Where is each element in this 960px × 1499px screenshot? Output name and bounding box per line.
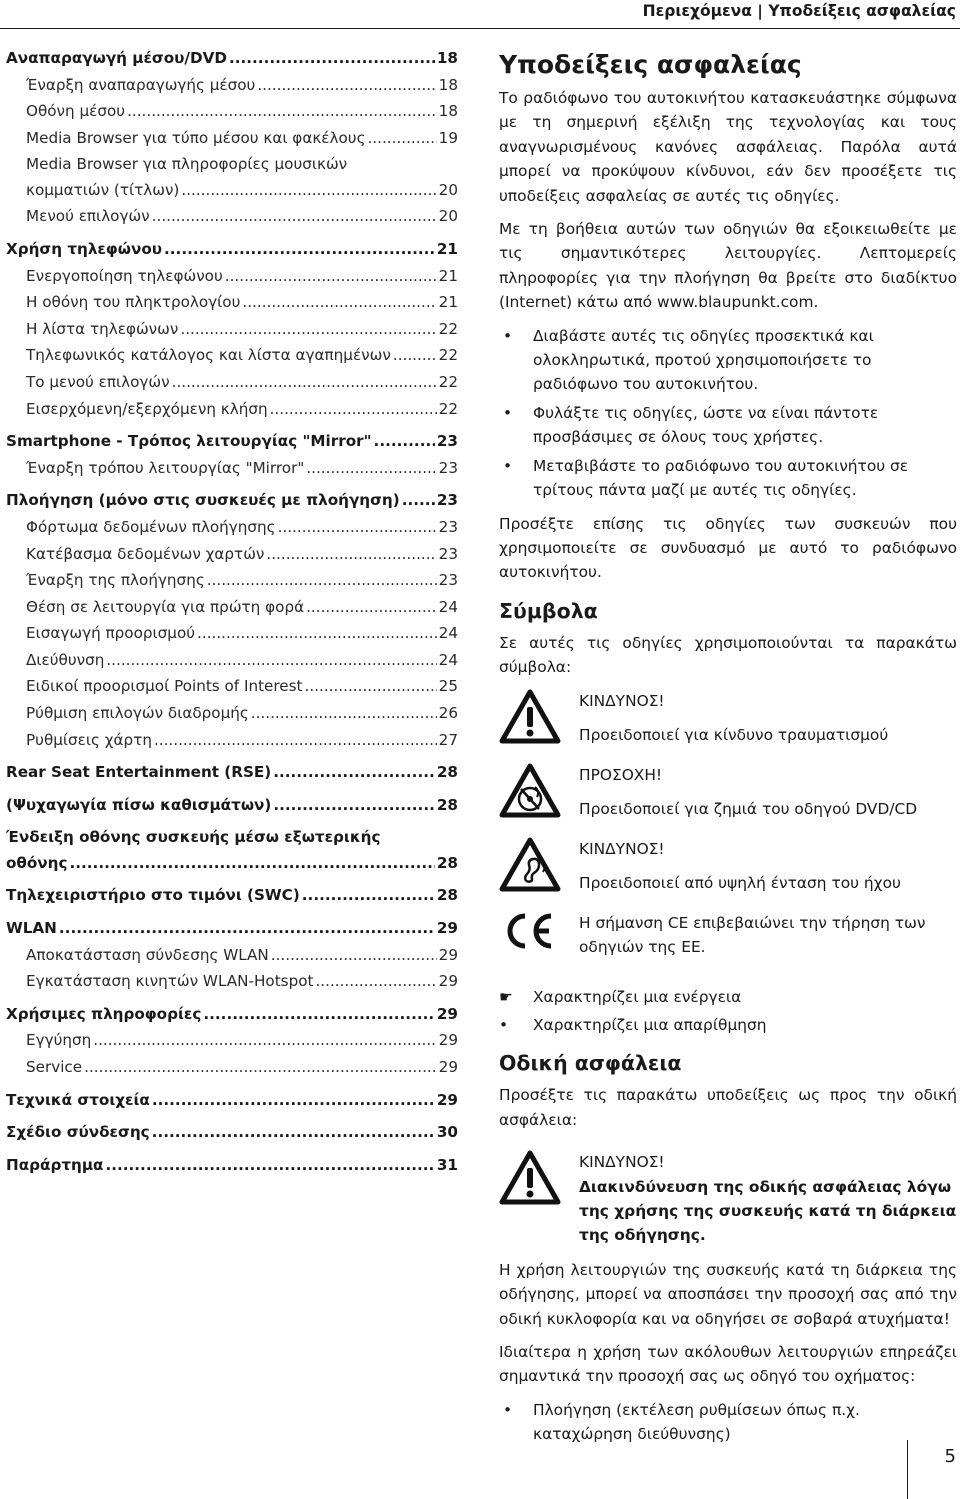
symbol-list xyxy=(499,1013,957,1037)
toc-entry[interactable] xyxy=(6,594,458,621)
toc-entry[interactable] xyxy=(6,514,458,541)
toc-entry-title: Εισαγωγή προορισμού xyxy=(26,624,196,643)
toc-page-number: 22 xyxy=(438,399,458,418)
toc-entry[interactable] xyxy=(6,968,458,995)
toc-entry[interactable] xyxy=(6,289,458,316)
toc-page-number: 19 xyxy=(438,128,458,147)
safety-paragraph-2: Με τη βοήθεια αυτών των οδηγιών θα εξοικειωθείτε με τις σημαντικότερες λειτουργίες. Λεπτομερείς πληροφορίες για την πλοήγηση θα βρείτε στο διαδίκτυο (Internet) κάτω από www.blaupunkt.com. xyxy=(499,220,957,312)
page-number: 5 xyxy=(944,1446,956,1467)
toc-entry-title: Εγκατάσταση κινητών WLAN-Hotspot xyxy=(26,972,314,991)
toc-entry-title: Οθόνη μέσου xyxy=(26,102,126,121)
toc-entry-title: Ρυθμίσεις χάρτη xyxy=(26,730,152,749)
symbol-noise-label: ΚΙΝΔΥΝΟΣ! xyxy=(579,839,665,858)
toc-entry[interactable] xyxy=(6,1027,458,1054)
toc-page-number: 18 xyxy=(438,102,458,121)
toc-entry[interactable] xyxy=(6,1119,458,1146)
safety-title: Υποδείξεις ασφαλείας xyxy=(499,50,802,79)
toc-page-number: 18 xyxy=(436,49,458,67)
toc-entry-title: Service xyxy=(26,1058,83,1076)
toc-entry-title: Τηλεφωνικός κατάλογος και λίστα αγαπημένων xyxy=(26,346,391,365)
toc-leader-dots xyxy=(270,396,437,423)
toc-page-number: 18 xyxy=(438,75,458,94)
toc-leader-dots xyxy=(278,514,437,541)
safety-paragraph-3: Προσέξτε επίσης τις οδηγίες των συσκευών που χρησιμοποιείτε σε συνδυασμό με αυτό το ραδιόφωνο αυτοκινήτου. xyxy=(499,514,957,582)
toc-page-number: 24 xyxy=(438,624,458,643)
toc-leader-dots xyxy=(93,1027,436,1054)
toc-page-number: 22 xyxy=(438,346,458,365)
toc-leader-dots xyxy=(374,428,435,455)
toc-entry[interactable] xyxy=(6,396,458,423)
symbol-caution xyxy=(499,763,957,827)
road-paragraph-2: Ιδιαίτερα η χρήση των ακόλουθων λειτουργιών επηρεάζει σημαντικά την προσοχή σας ως οδηγό του οχήματος: xyxy=(499,1343,957,1386)
road-bullet-list xyxy=(499,1398,957,1447)
symbol-ce xyxy=(499,911,957,975)
symbol-danger xyxy=(499,689,957,753)
toc-entry[interactable] xyxy=(6,915,458,942)
road-safety-intro: Προσέξτε τις παρακάτω υποδείξεις ως προς την οδική ασφάλεια: xyxy=(499,1086,957,1129)
list-item: • Φυλάξτε τις οδηγίες, ώστε να είναι πάντοτε προσβάσιμες σε όλους τους χρήστες. xyxy=(499,401,957,450)
toc-entry[interactable] xyxy=(6,1054,458,1081)
toc-page-number: 31 xyxy=(436,1155,458,1174)
pointing-hand-icon: ☛ xyxy=(499,987,513,1006)
toc-entry[interactable] xyxy=(6,620,458,647)
toc-entry-title: Κατέβασμα δεδομένων χαρτών xyxy=(26,544,265,563)
toc-page-number: 20 xyxy=(438,181,458,200)
toc-page-number: 30 xyxy=(436,1123,458,1142)
toc-leader-dots xyxy=(302,882,435,909)
toc-page-number: 21 xyxy=(436,239,458,258)
toc-entry-title: Ρύθμιση επιλογών διαδρομής xyxy=(26,704,249,723)
page-header: Περιεχόμενα | Υποδείξεις ασφαλείας xyxy=(642,2,956,20)
toc-page-number: 23 xyxy=(438,517,458,536)
toc-entry-title: Αναπαραγωγή μέσου/DVD xyxy=(6,49,227,67)
toc-leader-dots xyxy=(273,759,435,786)
toc-entry[interactable] xyxy=(6,98,458,125)
symbol-action xyxy=(499,985,957,1009)
symbol-noise-desc: Προειδοποιεί από υψηλή ένταση του ήχου xyxy=(579,873,901,892)
road-warning-label: ΚΙΝΔΥΝΟΣ! xyxy=(579,1153,665,1172)
toc-page-number: 29 xyxy=(438,1031,458,1050)
toc-entry[interactable] xyxy=(6,1001,458,1028)
toc-page-number: 29 xyxy=(438,972,458,991)
symbols-intro: Σε αυτές τις οδηγίες χρησιμοποιούνται τα παρακάτω σύμβολα: xyxy=(499,633,957,677)
ear-warning-icon xyxy=(499,837,579,901)
toc-page-number: 23 xyxy=(436,432,458,451)
toc-entry[interactable] xyxy=(6,316,458,343)
toc-leader-dots xyxy=(69,850,434,876)
toc-entry-title: Ειδικοί προορισμοί Points of Interest xyxy=(26,677,303,696)
toc-entry[interactable] xyxy=(6,700,458,727)
toc-page-number: 29 xyxy=(438,1058,458,1076)
ce-mark-icon xyxy=(499,911,579,975)
toc-leader-dots xyxy=(315,968,436,995)
road-warning-text: Διακινδύνευση της οδικής ασφάλειας λόγω της χρήσης της συσκευής κατά τη διάρκεια της οδήγησης. xyxy=(579,1177,957,1245)
toc-entry[interactable] xyxy=(6,151,458,203)
toc-entry-title: Τεχνικά στοιχεία xyxy=(6,1090,150,1109)
toc-entry-title: Έναρξη αναπαραγωγής μέσου xyxy=(26,75,256,94)
toc-entry-title: Χρήσιμες πληροφορίες xyxy=(6,1004,202,1023)
toc-entry[interactable] xyxy=(6,792,458,819)
toc-entry-title: Έναρξη της πλοήγησης xyxy=(26,571,205,590)
toc-entry[interactable] xyxy=(6,203,458,230)
toc-page-number: 23 xyxy=(436,491,458,510)
toc-page-number: 28 xyxy=(436,854,458,873)
toc-page-number: 27 xyxy=(438,730,458,749)
toc-page-number: 28 xyxy=(436,763,458,782)
toc-page-number: 28 xyxy=(436,795,458,814)
toc-entry[interactable] xyxy=(6,236,458,263)
toc-entry[interactable] xyxy=(6,1152,458,1179)
toc-leader-dots xyxy=(229,45,435,72)
toc-page-number: 24 xyxy=(438,597,458,616)
toc-entry[interactable] xyxy=(6,72,458,99)
toc-entry-title: Rear Seat Entertainment (RSE) xyxy=(6,763,272,782)
toc-entry-title: Η οθόνη του πληκτρολογίου xyxy=(26,293,241,312)
toc-entry[interactable] xyxy=(6,428,458,455)
toc-leader-dots xyxy=(273,792,435,819)
toc-entry-title: Χρήση τηλεφώνου xyxy=(6,239,163,258)
toc-leader-dots xyxy=(152,1087,435,1114)
toc-page-number: 23 xyxy=(438,458,458,477)
toc-entry[interactable] xyxy=(6,882,458,909)
toc-entry[interactable] xyxy=(6,567,458,594)
toc-leader-dots xyxy=(305,673,437,700)
toc-entry-title-continued: κομματιών (τίτλων) xyxy=(26,181,180,200)
bullet-icon: • xyxy=(499,1015,509,1034)
toc-page-number: 29 xyxy=(436,1090,458,1109)
toc-leader-dots xyxy=(59,915,435,942)
toc-leader-dots xyxy=(225,263,437,290)
toc-entry-title: Εισερχόμενη/εξερχόμενη κλήση xyxy=(26,399,268,418)
toc-page-number: 29 xyxy=(436,919,458,938)
toc-leader-dots xyxy=(172,369,437,396)
toc-page-number: 22 xyxy=(438,319,458,338)
toc-leader-dots xyxy=(266,541,436,568)
table-of-contents xyxy=(6,45,458,1178)
toc-leader-dots xyxy=(105,1152,434,1179)
toc-page-number: 26 xyxy=(438,704,458,723)
toc-leader-dots xyxy=(106,647,436,674)
road-safety-title: Οδική ασφάλεια xyxy=(499,1051,682,1076)
toc-entry-title: Ενεργοποίηση τηλεφώνου xyxy=(26,266,223,285)
toc-entry-title: Τηλεχειριστήριο στο τιμόνι (SWC) xyxy=(6,886,300,905)
toc-entry[interactable] xyxy=(6,647,458,674)
toc-entry-title: Φόρτωμα δεδομένων πλοήγησης xyxy=(26,517,276,536)
page-number-rule xyxy=(907,1440,908,1499)
toc-leader-dots xyxy=(251,700,437,727)
toc-leader-dots xyxy=(152,1119,435,1146)
toc-entry-title: Το μενού επιλογών xyxy=(26,372,170,391)
road-warning xyxy=(499,1150,957,1248)
toc-leader-dots xyxy=(164,236,435,263)
warning-triangle-icon xyxy=(499,1150,579,1248)
road-paragraph-1: Η χρήση λειτουργιών της συσκευής κατά τη διάρκεια της οδήγησης, μπορεί να αποσπάσει την προσοχή σας από την οδική κυκλοφορία και να οδηγήσει σε σοβαρά ατυχήματα! xyxy=(499,1260,957,1328)
toc-page-number: 28 xyxy=(436,886,458,905)
toc-leader-dots xyxy=(180,316,436,343)
toc-entry[interactable] xyxy=(6,727,458,754)
toc-leader-dots xyxy=(152,203,437,230)
toc-page-number: 25 xyxy=(438,677,458,696)
toc-leader-dots xyxy=(181,177,436,203)
toc-page-number: 20 xyxy=(438,207,458,226)
toc-leader-dots xyxy=(271,942,437,969)
toc-entry-title: Αποκατάσταση σύνδεσης WLAN xyxy=(26,945,269,964)
toc-page-number: 21 xyxy=(438,266,458,285)
symbol-noise xyxy=(499,837,957,901)
symbol-ce-desc: Η σήμανση CE επιβεβαιώνει την τήρηση των οδηγιών της ΕΕ. xyxy=(579,913,926,956)
toc-page-number: 23 xyxy=(438,544,458,563)
header-rule xyxy=(0,28,960,29)
toc-entry-title: Σχέδιο σύνδεσης xyxy=(6,1123,150,1142)
symbol-danger-label: ΚΙΝΔΥΝΟΣ! xyxy=(579,691,665,710)
symbol-action-desc: Χαρακτηρίζει μια ενέργεια xyxy=(533,987,742,1006)
toc-entry-title: WLAN xyxy=(6,919,57,938)
toc-page-number: 21 xyxy=(438,293,458,312)
symbols-title: Σύμβολα xyxy=(499,598,598,623)
toc-leader-dots xyxy=(84,1054,437,1081)
toc-entry-title: Παράρτημα xyxy=(6,1155,104,1174)
toc-entry[interactable] xyxy=(6,125,458,152)
toc-entry[interactable] xyxy=(6,263,458,290)
toc-entry[interactable] xyxy=(6,45,458,72)
toc-page-number: 22 xyxy=(438,372,458,391)
toc-entry-title: Διεύθυνση xyxy=(26,650,105,669)
toc-entry-title: (Ψυχαγωγία πίσω καθισμάτων) xyxy=(6,795,272,814)
toc-entry-title-continued: οθόνης xyxy=(6,854,68,873)
toc-leader-dots xyxy=(306,455,436,482)
symbol-caution-label: ΠΡΟΣΟΧΗ! xyxy=(579,765,663,784)
toc-entry-title: Smartphone - Τρόπος λειτουργίας "Mirror" xyxy=(6,432,372,451)
safety-paragraph-1: Το ραδιόφωνο του αυτοκινήτου κατασκευάστηκε σύμφωνα με τη σημερινή εξέλιξη της τεχνολογίας και τους αναγνωρισμένους κανόνες ασφάλειας. Παρόλα αυτά μπορεί να προκύψουν κίνδυνοι, εάν δεν προσέξετε τις υποδείξεις ασφαλείας σε αυτές τις οδηγίες. xyxy=(499,89,957,205)
toc-entry-title: Ένδειξη οθόνης συσκευής μέσω εξωτερικής xyxy=(6,828,381,847)
toc-leader-dots xyxy=(242,289,436,316)
toc-leader-dots xyxy=(367,125,436,152)
warning-triangle-icon xyxy=(499,689,579,753)
toc-entry-title: Η λίστα τηλεφώνων xyxy=(26,319,179,338)
toc-page-number: 24 xyxy=(438,650,458,669)
toc-page-number: 29 xyxy=(438,945,458,964)
toc-entry-title: Θέση σε λειτουργία για πρώτη φορά xyxy=(26,597,305,616)
list-item: • Πλοήγηση (εκτέλεση ρυθμίσεων όπως π.χ. καταχώρηση διεύθυνσης) xyxy=(499,1398,957,1447)
toc-page-number: 23 xyxy=(438,571,458,590)
toc-entry-title: Media Browser για πληροφορίες μουσικών xyxy=(26,155,348,174)
symbol-danger-desc: Προειδοποιεί για κίνδυνο τραυματισμού xyxy=(579,725,889,744)
toc-entry[interactable] xyxy=(6,942,458,969)
disc-warning-icon xyxy=(499,763,579,827)
toc-entry[interactable] xyxy=(6,824,458,876)
toc-entry-title: Εγγύηση xyxy=(26,1031,92,1050)
toc-leader-dots xyxy=(197,620,437,647)
toc-leader-dots xyxy=(154,727,437,754)
toc-entry-title: Έναρξη τρόπου λειτουργίας "Mirror" xyxy=(26,458,305,477)
toc-entry-title: Πλοήγηση (μόνο στις συσκευές με πλοήγηση) xyxy=(6,491,400,510)
symbol-caution-desc: Προειδοποιεί για ζημιά του οδηγού DVD/CD xyxy=(579,799,918,818)
toc-entry[interactable] xyxy=(6,342,458,369)
toc-entry-title: Μενού επιλογών xyxy=(26,207,150,226)
toc-leader-dots xyxy=(203,1001,434,1028)
toc-leader-dots xyxy=(393,342,437,369)
list-item: • Μεταβιβάστε το ραδιόφωνο του αυτοκινήτου σε τρίτους πάντα μαζί με αυτές τις οδηγίες. xyxy=(499,454,957,503)
toc-entry[interactable] xyxy=(6,759,458,786)
safety-column xyxy=(499,48,957,1456)
toc-entry[interactable] xyxy=(6,369,458,396)
toc-leader-dots xyxy=(306,594,437,621)
toc-entry-title: Media Browser για τύπο μέσου και φακέλους xyxy=(26,128,366,147)
safety-bullet-list xyxy=(499,324,957,503)
toc-entry[interactable] xyxy=(6,455,458,482)
toc-page-number: 29 xyxy=(436,1004,458,1023)
list-item: • Διαβάστε αυτές τις οδηγίες προσεκτικά και ολοκληρωτικά, προτού χρησιμοποιήσετε το ραδιόφωνο του αυτοκινήτου. xyxy=(499,324,957,397)
toc-entry[interactable] xyxy=(6,541,458,568)
toc-leader-dots xyxy=(207,567,437,594)
toc-entry[interactable] xyxy=(6,487,458,514)
toc-entry[interactable] xyxy=(6,1087,458,1114)
toc-entry[interactable] xyxy=(6,673,458,700)
toc-leader-dots xyxy=(402,487,435,514)
symbol-list-desc: Χαρακτηρίζει μια απαρίθμηση xyxy=(533,1015,767,1034)
toc-leader-dots xyxy=(257,72,436,99)
toc-leader-dots xyxy=(127,98,437,125)
